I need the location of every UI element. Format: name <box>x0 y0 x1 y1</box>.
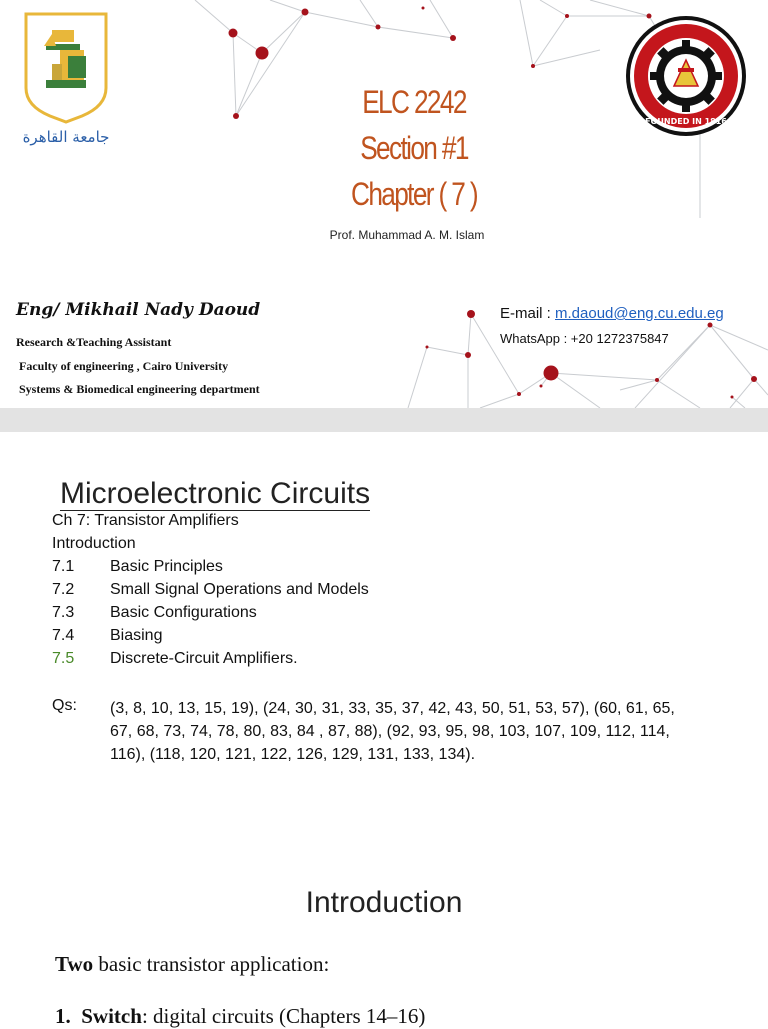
toc-label: Basic Configurations <box>110 604 257 621</box>
email-label: E-mail : <box>500 305 556 322</box>
cairo-university-logo <box>22 10 122 150</box>
introduction-title: Introduction <box>305 886 463 919</box>
affiliation-role: Research &Teaching Assistant <box>16 335 172 349</box>
section-number: Section #1 <box>360 130 468 166</box>
item-number: 1. <box>55 1004 71 1028</box>
professor-name: Prof. Muhammad A. M. Islam <box>329 228 485 242</box>
item-bold-switch: Switch <box>81 1004 142 1028</box>
slide-separator <box>0 408 768 432</box>
toc-label: Small Signal Operations and Models <box>110 581 369 598</box>
toc-label: Discrete-Circuit Amplifiers. <box>110 650 298 667</box>
toc-number: 7.4 <box>52 627 75 644</box>
email-line <box>500 305 724 322</box>
introduction-slide <box>0 842 768 1028</box>
toc-number: 7.2 <box>52 581 75 598</box>
contents-slide <box>0 432 768 842</box>
applications-intro <box>55 952 329 977</box>
item-description: : digital circuits (Chapters 14–16) <box>141 1004 426 1028</box>
logo-arabic-text: جامعة القاهرة <box>22 128 110 146</box>
course-code: ELC 2242 <box>362 84 466 120</box>
affiliation-faculty: Faculty of engineering , Cairo University <box>19 359 229 373</box>
application-item-switch <box>55 1004 425 1029</box>
seal-text: FOUNDED IN 1816 <box>645 117 727 126</box>
questions-label: Qs: <box>52 697 77 714</box>
chapter-subtitle: Ch 7: Transistor Amplifiers <box>52 512 239 529</box>
toc-number: 7.1 <box>52 558 75 575</box>
toc-number: 7.3 <box>52 604 75 621</box>
email-link[interactable]: m.daoud@eng.cu.edu.eg <box>555 305 724 322</box>
book-title: Microelectronic Circuits <box>60 477 371 510</box>
whatsapp-number: WhatsApp : +20 1272375847 <box>500 331 669 346</box>
chapter-number: Chapter ( 7 ) <box>351 176 477 212</box>
bold-two: Two <box>55 952 94 976</box>
toc-introduction: Introduction <box>52 535 136 552</box>
toc-label: Basic Principles <box>110 558 223 575</box>
affiliation-department: Systems & Biomedical engineering department <box>19 382 260 396</box>
applications-text: basic transistor application: <box>93 952 330 976</box>
toc-number: 7.5 <box>52 650 75 667</box>
engineer-name: Eng/ Mikhail Nady Daoud <box>16 300 261 320</box>
questions-list: (3, 8, 10, 13, 15, 19), (24, 30, 31, 33, 35, 37, 42, 43, 50, 51, 53, 57), (60, 61, 65, 67, 68, 73, 74, 78, 80, 83, 84 , 87, 88), (92, 93, 95, 98, 103, 107, 109, 112, 114, 116), (118, 120, 121, 122, 126, 129, 131, 133, 134). <box>110 700 675 763</box>
title-slide <box>0 0 768 408</box>
toc-label: Biasing <box>110 627 163 644</box>
